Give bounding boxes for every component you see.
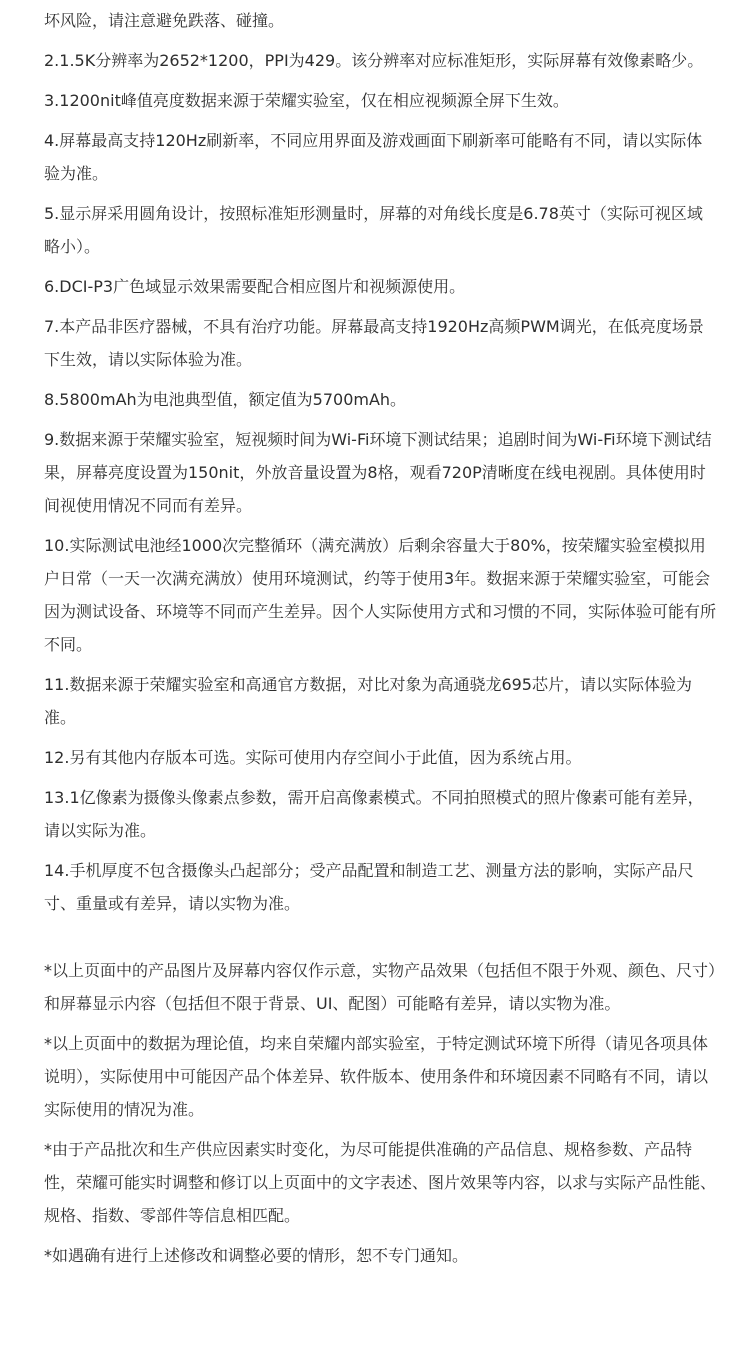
footnote-item: 11.数据来源于荣耀实验室和高通官方数据，对比对象为高通骁龙695芯片，请以实际体验为准。 <box>44 675 692 727</box>
footnote-item: 13.1亿像素为摄像头像素点参数，需开启高像素模式。不同拍照模式的照片像素可能有差异，请以实际为准。 <box>44 788 704 840</box>
footnotes-list <box>44 4 716 927</box>
footnote-item: 9.数据来源于荣耀实验室，短视频时间为Wi-Fi环境下测试结果；追剧时间为Wi-Fi环境下测试结果，屏幕亮度设置为150nit，外放音量设置为8格，观看720P清晰度在线电视剧。具体使用时间视使用情况不同而有差异。 <box>44 430 712 515</box>
footnote-item: 2.1.5K分辨率为2652*1200，PPI为429。该分辨率对应标准矩形，实际屏幕有效像素略少。 <box>44 51 704 70</box>
footnote-item: 10.实际测试电池经1000次完整循环（满充满放）后剩余容量大于80%，按荣耀实验室模拟用户日常（一天一次满充满放）使用环境测试，约等于使用3年。数据来源于荣耀实验室，可能会因为测试设备、环境等不同而产生差异。因个人实际使用方式和习惯的不同，实际体验可能有所不同。 <box>44 536 717 654</box>
footnote-item: 5.显示屏采用圆角设计，按照标准矩形测量时，屏幕的对角线长度是6.78英寸（实际可视区域略小）。 <box>44 204 703 256</box>
footnote-item: 7.本产品非医疗器械，不具有治疗功能。屏幕最高支持1920Hz高频PWM调光，在低亮度场景下生效，请以实际体验为准。 <box>44 317 704 369</box>
disclaimer-section <box>44 954 716 1279</box>
footnote-item: 14.手机厚度不包含摄像头凸起部分；受产品配置和制造工艺、测量方法的影响，实际产品尺寸、重量或有差异，请以实物为准。 <box>44 861 694 913</box>
disclaimer-item: *如遇确有进行上述修改和调整必要的情形，恕不专门通知。 <box>44 1246 469 1265</box>
footnote-item: 坏风险，请注意避免跌落、碰撞。 <box>44 11 285 30</box>
disclaimer-item: *以上页面中的数据为理论值，均来自荣耀内部实验室，于特定测试环境下所得（请见各项具体说明），实际使用中可能因产品个体差异、软件版本、使用条件和环境因素不同略有不同，请以实际使用的情况为准。 <box>44 1034 709 1119</box>
footnote-item: 6.DCI-P3广色域显示效果需要配合相应图片和视频源使用。 <box>44 277 466 296</box>
footnote-item: 4.屏幕最高支持120Hz刷新率，不同应用界面及游戏画面下刷新率可能略有不同，请以实际体验为准。 <box>44 131 703 183</box>
disclaimer-item: *以上页面中的产品图片及屏幕内容仅作示意，实物产品效果（包括但不限于外观、颜色、尺寸）和屏幕显示内容（包括但不限于背景、UI、配图）可能略有差异，请以实物为准。 <box>44 961 717 1013</box>
disclaimer-item: *由于产品批次和生产供应因素实时变化，为尽可能提供准确的产品信息、规格参数、产品特性，荣耀可能实时调整和修订以上页面中的文字表述、图片效果等内容，以求与实际产品性能、规格、指数、零部件等信息相匹配。 <box>44 1140 717 1225</box>
footnote-item: 3.1200nit峰值亮度数据来源于荣耀实验室，仅在相应视频源全屏下生效。 <box>44 91 569 110</box>
footnote-item: 8.5800mAh为电池典型值，额定值为5700mAh。 <box>44 390 407 409</box>
footnote-item: 12.另有其他内存版本可选。实际可使用内存空间小于此值，因为系统占用。 <box>44 748 582 767</box>
